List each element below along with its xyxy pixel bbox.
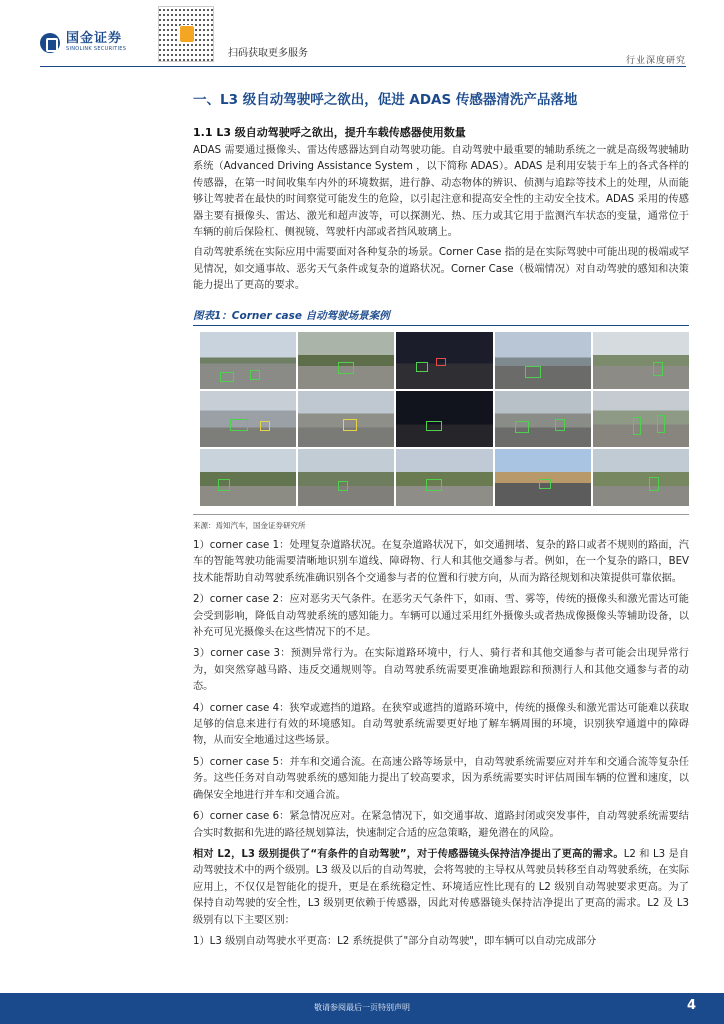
paragraph-adas-intro: ADAS 需要通过摄像头、雷达传感器达到自动驾驶功能。自动驾驶中最重要的辅助系统之一就是高级驾驶辅助系统（Advanced Driving Assistance System ，以下简称 ADAS）。ADAS 是利用安装于车上的各式各样的传感器，在第一时间收集车内外的环境数据，进行静、动态物体的辨识、侦测与追踪等技术上的处理，从而能够让驾驶者在最快的时间察觉可能发生的危险，以引起注意和提高安全性的主动安全技术。ADAS 采用的传感器主要有摄像头、雷达、激光和超声波等，可以探测光、热、压力或其它用于监测汽车状态的变量，通常位于车辆的前后保险杠、侧视镜、驾驶杆内部或者挡风玻璃上。 xyxy=(193,145,689,239)
sinolink-logo-mark-icon xyxy=(40,33,60,53)
paragraph-corner-case-2: 2）corner case 2：应对恶劣天气条件。在恶劣天气条件下，如雨、雪、雾等，传统的摄像头和激光雷达可能会受到影响，降低自动驾驶系统的感知能力。车辆可以通过采用红外摄像头或者热成像摄像头等辅助设备，以补充可见光摄像头在这些情况下的不足。 xyxy=(193,594,689,639)
paragraph-l2-vs-l3 xyxy=(193,847,689,929)
footer-disclaimer-note: 敬请参阅最后一页特别声明 xyxy=(314,1003,410,1012)
scene-image xyxy=(298,332,394,389)
scene-image xyxy=(495,449,591,506)
scene-image xyxy=(396,391,492,448)
scene-image xyxy=(495,332,591,389)
scene-image xyxy=(593,391,689,448)
paragraph-l3-level-point-1: 1）L3 级别自动驾驶水平更高：L2 系统提供了"部分自动驾驶"，即车辆可以自动完成部分 xyxy=(193,935,597,947)
paragraph-l2-vs-l3-body: L2 和 L3 是自动驾驶技术中的两个级别。L3 级及以后的自动驾驶，会将驾驶的主导权从驾驶员转移至自动驾驶系统，在实际应用上，不仅仅是智能化的提升，更是在系统稳定性、环境适应性比现有的 L2 级别自动驾驶要求更高。为了保持自动驾驶的安全性，L3 级别更依赖于传感器，因此对传感器镜头保持洁净提出了更高的需求。L2 及 L3 级别有以下主要区别： xyxy=(193,848,690,926)
report-type-label: 行业深度研究 xyxy=(625,56,686,66)
header-divider xyxy=(40,66,686,67)
scene-image xyxy=(200,449,296,506)
paragraph-corner-case-6: 6）corner case 6：紧急情况应对。在紧急情况下，如交通事故、道路封闭或突发事件，自动驾驶系统需要结合实时数据和先进的路径规划算法，快速制定合适的应急策略，避免潜在的风险。 xyxy=(193,811,689,839)
scene-image xyxy=(593,332,689,389)
scene-image xyxy=(396,449,492,506)
paragraph-corner-case-intro: 自动驾驶系统在实际应用中需要面对各种复杂的场景。Corner Case 指的是在实际驾驶中可能出现的极端或罕见情况，如交通事故、恶劣天气条件或复杂的道路状况。Corner Case（极端情况）对自动驾驶的感知和决策能力提出了更高的要求。 xyxy=(193,247,689,292)
page-number: 4 xyxy=(686,998,696,1013)
scene-image xyxy=(298,391,394,448)
logo-english-name: SINOLINK SECURITIES xyxy=(66,46,127,52)
sinolink-logo xyxy=(40,32,126,53)
paragraph-corner-case-4: 4）corner case 4：狭窄或遮挡的道路。在狭窄或遮挡的道路环境中，传统的摄像头和激光雷达可能难以获取足够的信息来进行有效的环境感知。自动驾驶系统需要更好地了解车辆周围的环境，识别狭窄通道中的障碍物，从而安全地通过这些场景。 xyxy=(193,702,689,747)
paragraph-corner-case-3: 3）corner case 3：预测异常行为。在实际道路环境中，行人、骑行者和其他交通参与者可能会出现异常行为，如突然穿越马路、违反交通规则等。自动驾驶系统需要更准确地跟踪和预测行人和其他交通参与者的动态。 xyxy=(193,648,689,693)
paragraph-corner-case-5: 5）corner case 5：并车和交通合流。在高速公路等场景中，自动驾驶系统需要应对并车和交通合流等复杂任务。这些任务对自动驾驶系统的感知能力提出了较高要求，因为系统需要实时评估周围车辆的位置和速度，以确保安全地进行并车和交通合流。 xyxy=(193,756,689,801)
figure-title: 图表1：Corner case 自动驾驶场景案例 xyxy=(193,308,689,326)
scene-image xyxy=(396,332,492,389)
paragraph-l2-vs-l3-lead: 相对 L2，L3 级别提供了“有条件的自动驾驶”，对于传感器镜头保持洁净提出了更高的需求。 xyxy=(193,848,624,860)
corner-case-image-grid xyxy=(200,332,689,506)
scene-image xyxy=(495,391,591,448)
scene-image xyxy=(200,391,296,448)
scene-image xyxy=(593,449,689,506)
figure-source: 来源：焉知汽车，国金证券研究所 xyxy=(193,521,306,530)
qr-code-icon[interactable] xyxy=(158,6,214,62)
section-title: 一、L3 级自动驾驶呼之欲出，促进 ADAS 传感器清洗产品落地 xyxy=(193,92,578,108)
scene-image xyxy=(200,332,296,389)
qr-caption: 扫码获取更多服务 xyxy=(228,48,308,59)
scene-image xyxy=(298,449,394,506)
figure-divider xyxy=(193,514,689,515)
subsection-title: 1.1 L3 级自动驾驶呼之欲出，提升车载传感器使用数量 xyxy=(193,126,466,139)
paragraph-corner-case-1: 1）corner case 1：处理复杂道路状况。在复杂道路状况下，如交通拥堵、复杂的路口或者不规则的路面，汽车的智能驾驶功能需要清晰地识别车道线、障碍物、行人和其他交通参与者。例如，在一个复杂的路口，BEV 技术能帮助自动驾驶系统准确识别各个交通参与者的位置和行驶方向，从而为路径规划和决策提供可靠依据。 xyxy=(193,540,689,584)
logo-chinese-name: 国金证券 xyxy=(66,31,123,46)
